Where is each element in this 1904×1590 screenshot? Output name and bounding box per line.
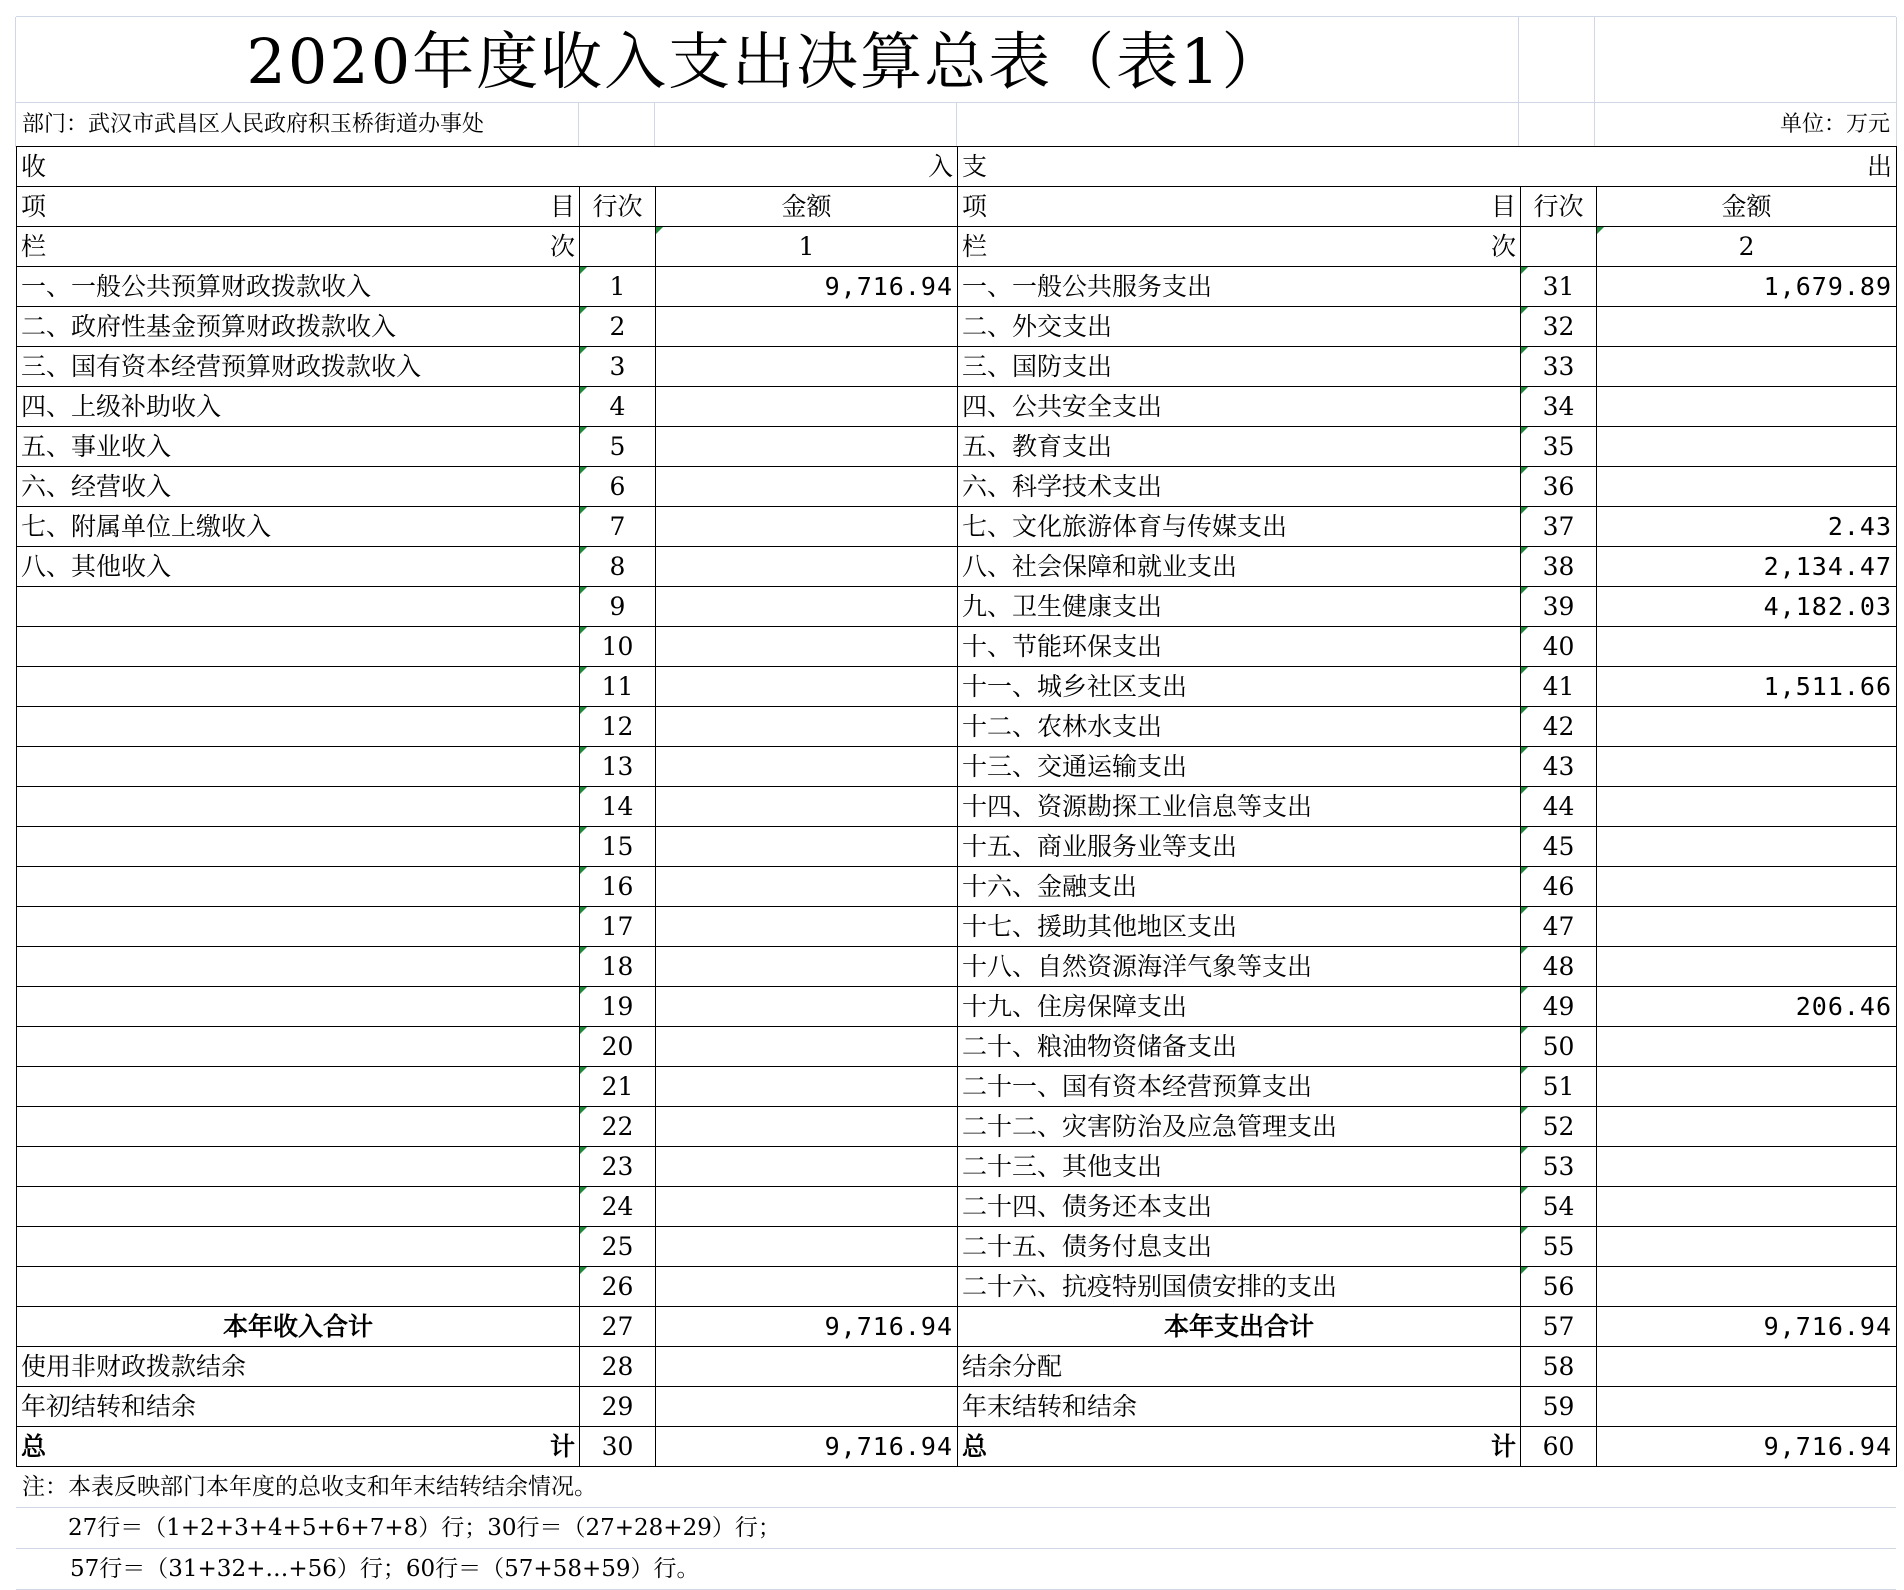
expense-item: 二十一、国有资本经营预算支出 (958, 1067, 1521, 1107)
expense-amount: 4,182.03 (1597, 587, 1897, 627)
income-item (17, 1147, 580, 1187)
income-row-number: 21 (580, 1067, 656, 1107)
table-row (17, 507, 1897, 547)
expense-row-number: 36 (1521, 467, 1597, 507)
expense-row-number: 31 (1521, 267, 1597, 307)
income-row-number: 13 (580, 747, 656, 787)
income-rowno-header: 行次 (580, 187, 656, 227)
expense-subtotal-label: 本年支出合计 (958, 1307, 1521, 1347)
balance-row (17, 1387, 1897, 1427)
income-row-number: 16 (580, 867, 656, 907)
expense-item-header (958, 187, 1521, 227)
expense-amount (1597, 707, 1897, 747)
income-item (17, 1107, 580, 1147)
table-row (17, 427, 1897, 467)
grand-total-row (17, 1427, 1897, 1467)
expense-amount (1597, 627, 1897, 667)
table-row (17, 347, 1897, 387)
col-left-char: 栏 (21, 232, 47, 261)
income-item (17, 587, 580, 627)
expense-item: 二、外交支出 (958, 307, 1521, 347)
expense-row-number: 32 (1521, 307, 1597, 347)
table-row (17, 667, 1897, 707)
expense-item: 二十三、其他支出 (958, 1147, 1521, 1187)
income-balance-amount (656, 1387, 958, 1427)
expense-item: 十一、城乡社区支出 (958, 667, 1521, 707)
expense-left-char: 支 (962, 152, 988, 181)
expense-row-number: 43 (1521, 747, 1597, 787)
table-row (17, 787, 1897, 827)
expense-right-char: 出 (1867, 152, 1893, 181)
income-left-char: 收 (21, 152, 47, 181)
expense-item: 五、教育支出 (958, 427, 1521, 467)
income-amount (656, 1067, 958, 1107)
expense-item: 十七、援助其他地区支出 (958, 907, 1521, 947)
income-item (17, 1027, 580, 1067)
expense-item: 二十五、债务付息支出 (958, 1227, 1521, 1267)
income-item (17, 667, 580, 707)
income-amount (656, 1147, 958, 1187)
income-item: 六、经营收入 (17, 467, 580, 507)
expense-rowno-header: 行次 (1521, 187, 1597, 227)
expense-row-number: 33 (1521, 347, 1597, 387)
income-amount (656, 1227, 958, 1267)
income-item: 一、一般公共预算财政拨款收入 (17, 267, 580, 307)
table-row (17, 947, 1897, 987)
expense-item: 七、文化旅游体育与传媒支出 (958, 507, 1521, 547)
expense-item: 二十六、抗疫特别国债安排的支出 (958, 1267, 1521, 1307)
income-amount (656, 1187, 958, 1227)
expense-amount-header: 金额 (1597, 187, 1897, 227)
income-amount (656, 947, 958, 987)
expense-amount: 2,134.47 (1597, 547, 1897, 587)
income-amount (656, 347, 958, 387)
income-col-label (17, 227, 580, 267)
expense-row-number: 42 (1521, 707, 1597, 747)
grand-right-char: 计 (549, 1432, 575, 1461)
expense-amount (1597, 427, 1897, 467)
table-row (17, 1107, 1897, 1147)
income-amount (656, 547, 958, 587)
income-item (17, 627, 580, 667)
unit-label: 单位：万元 (1779, 112, 1890, 137)
expense-row-number: 38 (1521, 547, 1597, 587)
expense-amount: 2.43 (1597, 507, 1897, 547)
income-amount (656, 747, 958, 787)
expense-row-number: 53 (1521, 1147, 1597, 1187)
income-row-number: 7 (580, 507, 656, 547)
income-amount (656, 387, 958, 427)
column-header-row (17, 187, 1897, 227)
income-row-number: 4 (580, 387, 656, 427)
col-right-char: 次 (549, 232, 575, 261)
expense-item: 三、国防支出 (958, 347, 1521, 387)
expense-item: 九、卫生健康支出 (958, 587, 1521, 627)
table-row (17, 267, 1897, 307)
expense-grand-row-number: 60 (1521, 1427, 1597, 1467)
expense-amount (1597, 787, 1897, 827)
income-item: 八、其他收入 (17, 547, 580, 587)
income-grand-row-number: 30 (580, 1427, 656, 1467)
income-item (17, 707, 580, 747)
income-item: 七、附属单位上缴收入 (17, 507, 580, 547)
table-row (17, 1267, 1897, 1307)
expense-amount (1597, 1067, 1897, 1107)
expense-item: 十、节能环保支出 (958, 627, 1521, 667)
expense-section-header (958, 147, 1897, 187)
note-line: 注：本表反映部门本年度的总收支和年末结转结余情况。 (16, 1467, 1896, 1508)
table-row (17, 987, 1897, 1027)
income-item-header (17, 187, 580, 227)
expense-row-number: 56 (1521, 1267, 1597, 1307)
expense-row-number: 46 (1521, 867, 1597, 907)
expense-item: 八、社会保障和就业支出 (958, 547, 1521, 587)
table-row (17, 627, 1897, 667)
income-subtotal-row-number: 27 (580, 1307, 656, 1347)
expense-row-number: 54 (1521, 1187, 1597, 1227)
table-row (17, 867, 1897, 907)
expense-balance-amount (1597, 1347, 1897, 1387)
balance-row (17, 1347, 1897, 1387)
income-amount: 9,716.94 (656, 267, 958, 307)
income-amount (656, 307, 958, 347)
income-row-number: 17 (580, 907, 656, 947)
expense-amount (1597, 347, 1897, 387)
expense-amount (1597, 1227, 1897, 1267)
expense-col-number: 2 (1597, 227, 1897, 267)
expense-amount (1597, 307, 1897, 347)
income-section-header (17, 147, 958, 187)
income-amount (656, 987, 958, 1027)
income-subtotal-label: 本年收入合计 (17, 1307, 580, 1347)
expense-row-number: 52 (1521, 1107, 1597, 1147)
column-number-row (17, 227, 1897, 267)
income-grand-amount: 9,716.94 (656, 1427, 958, 1467)
income-item (17, 1067, 580, 1107)
income-row-number: 23 (580, 1147, 656, 1187)
income-balance-row-number: 28 (580, 1347, 656, 1387)
income-row-number: 1 (580, 267, 656, 307)
income-amount (656, 907, 958, 947)
income-col-number: 1 (656, 227, 958, 267)
income-row-number: 3 (580, 347, 656, 387)
income-amount-header: 金额 (656, 187, 958, 227)
income-amount (656, 627, 958, 667)
income-row-number: 8 (580, 547, 656, 587)
table-row (17, 907, 1897, 947)
expense-amount: 1,511.66 (1597, 667, 1897, 707)
expense-item: 十三、交通运输支出 (958, 747, 1521, 787)
expense-col-label (958, 227, 1521, 267)
income-row-number: 14 (580, 787, 656, 827)
income-amount (656, 427, 958, 467)
meta-row (16, 102, 1896, 147)
expense-subtotal-row-number: 57 (1521, 1307, 1597, 1347)
expense-item: 一、一般公共服务支出 (958, 267, 1521, 307)
income-balance-label: 使用非财政拨款结余 (17, 1347, 580, 1387)
table-row (17, 747, 1897, 787)
col-right-char: 次 (1491, 232, 1517, 261)
income-row-number: 11 (580, 667, 656, 707)
income-row-number: 24 (580, 1187, 656, 1227)
table-row (17, 587, 1897, 627)
expense-row-number: 55 (1521, 1227, 1597, 1267)
expense-item: 十五、商业服务业等支出 (958, 827, 1521, 867)
expense-amount (1597, 467, 1897, 507)
item-right-char: 目 (549, 192, 575, 221)
expense-row-number: 37 (1521, 507, 1597, 547)
expense-grand-total-label (958, 1427, 1521, 1467)
income-row-number: 26 (580, 1267, 656, 1307)
income-item: 四、上级补助收入 (17, 387, 580, 427)
income-item (17, 907, 580, 947)
item-left-char: 项 (21, 192, 47, 221)
income-amount (656, 507, 958, 547)
income-subtotal-amount: 9,716.94 (656, 1307, 958, 1347)
expense-amount (1597, 867, 1897, 907)
income-balance-label: 年初结转和结余 (17, 1387, 580, 1427)
income-row-number: 25 (580, 1227, 656, 1267)
expense-amount (1597, 1267, 1897, 1307)
expense-amount (1597, 907, 1897, 947)
income-row-number: 2 (580, 307, 656, 347)
expense-amount (1597, 827, 1897, 867)
expense-amount (1597, 1147, 1897, 1187)
income-amount (656, 1267, 958, 1307)
income-amount (656, 867, 958, 907)
expense-amount (1597, 947, 1897, 987)
expense-row-number: 44 (1521, 787, 1597, 827)
table-row (17, 827, 1897, 867)
income-row-number: 10 (580, 627, 656, 667)
income-item (17, 787, 580, 827)
expense-amount (1597, 1027, 1897, 1067)
table-row (17, 1067, 1897, 1107)
income-balance-row-number: 29 (580, 1387, 656, 1427)
expense-item: 二十四、债务还本支出 (958, 1187, 1521, 1227)
income-row-number: 20 (580, 1027, 656, 1067)
department-label: 部门：武汉市武昌区人民政府积玉桥街道办事处 (22, 112, 485, 137)
expense-item: 十二、农林水支出 (958, 707, 1521, 747)
note-line: 27行＝（1+2+3+4+5+6+7+8）行；30行＝（27+28+29）行； (16, 1508, 1896, 1549)
table-row (17, 467, 1897, 507)
income-row-number: 22 (580, 1107, 656, 1147)
income-item: 三、国有资本经营预算财政拨款收入 (17, 347, 580, 387)
expense-item: 十九、住房保障支出 (958, 987, 1521, 1027)
expense-item: 二十、粮油物资储备支出 (958, 1027, 1521, 1067)
income-item (17, 747, 580, 787)
grand-left-char: 总 (962, 1432, 988, 1461)
grand-left-char: 总 (21, 1432, 47, 1461)
table-row (17, 1147, 1897, 1187)
income-balance-amount (656, 1347, 958, 1387)
title-row (16, 16, 1896, 103)
table-row (17, 387, 1897, 427)
income-col-blank (580, 227, 656, 267)
expense-item: 四、公共安全支出 (958, 387, 1521, 427)
item-right-char: 目 (1491, 192, 1517, 221)
income-amount (656, 587, 958, 627)
expense-balance-row-number: 59 (1521, 1387, 1597, 1427)
expense-row-number: 47 (1521, 907, 1597, 947)
income-item (17, 1227, 580, 1267)
expense-balance-label: 结余分配 (958, 1347, 1521, 1387)
income-amount (656, 467, 958, 507)
expense-row-number: 40 (1521, 627, 1597, 667)
expense-item: 十六、金融支出 (958, 867, 1521, 907)
expense-row-number: 41 (1521, 667, 1597, 707)
income-grand-total-label (17, 1427, 580, 1467)
grand-right-char: 计 (1491, 1432, 1517, 1461)
expense-row-number: 35 (1521, 427, 1597, 467)
expense-amount (1597, 1107, 1897, 1147)
table-row (17, 707, 1897, 747)
income-row-number: 9 (580, 587, 656, 627)
expense-item: 十四、资源勘探工业信息等支出 (958, 787, 1521, 827)
page-title: 2020年度收入支出决算总表（表1） (246, 25, 1286, 98)
note-line: 57行＝（31+32+…+56）行；60行＝（57+58+59）行。 (16, 1549, 1896, 1590)
expense-amount: 1,679.89 (1597, 267, 1897, 307)
income-amount (656, 1027, 958, 1067)
spreadsheet (16, 16, 1896, 1581)
expense-amount: 206.46 (1597, 987, 1897, 1027)
income-item (17, 1267, 580, 1307)
income-row-number: 12 (580, 707, 656, 747)
income-amount (656, 1107, 958, 1147)
income-item: 五、事业收入 (17, 427, 580, 467)
expense-amount (1597, 1187, 1897, 1227)
income-amount (656, 827, 958, 867)
expense-row-number: 49 (1521, 987, 1597, 1027)
expense-row-number: 45 (1521, 827, 1597, 867)
expense-row-number: 51 (1521, 1067, 1597, 1107)
table-row (17, 1227, 1897, 1267)
section-header-row (17, 147, 1897, 187)
income-row-number: 19 (580, 987, 656, 1027)
expense-balance-row-number: 58 (1521, 1347, 1597, 1387)
income-amount (656, 787, 958, 827)
expense-col-blank (1521, 227, 1597, 267)
income-amount (656, 707, 958, 747)
expense-grand-amount: 9,716.94 (1597, 1427, 1897, 1467)
expense-subtotal-amount: 9,716.94 (1597, 1307, 1897, 1347)
income-item (17, 1187, 580, 1227)
item-left-char: 项 (962, 192, 988, 221)
expense-row-number: 34 (1521, 387, 1597, 427)
income-row-number: 15 (580, 827, 656, 867)
expense-balance-label: 年末结转和结余 (958, 1387, 1521, 1427)
income-right-char: 入 (928, 152, 954, 181)
notes (16, 1467, 1896, 1590)
expense-row-number: 48 (1521, 947, 1597, 987)
budget-table (16, 146, 1897, 1467)
expense-row-number: 50 (1521, 1027, 1597, 1067)
expense-item: 十八、自然资源海洋气象等支出 (958, 947, 1521, 987)
subtotal-row (17, 1307, 1897, 1347)
col-left-char: 栏 (962, 232, 988, 261)
expense-item: 二十二、灾害防治及应急管理支出 (958, 1107, 1521, 1147)
expense-item: 六、科学技术支出 (958, 467, 1521, 507)
income-item: 二、政府性基金预算财政拨款收入 (17, 307, 580, 347)
income-row-number: 6 (580, 467, 656, 507)
income-item (17, 867, 580, 907)
table-row (17, 307, 1897, 347)
expense-amount (1597, 387, 1897, 427)
income-item (17, 987, 580, 1027)
table-row (17, 547, 1897, 587)
expense-row-number: 39 (1521, 587, 1597, 627)
income-amount (656, 667, 958, 707)
income-row-number: 18 (580, 947, 656, 987)
income-item (17, 947, 580, 987)
expense-balance-amount (1597, 1387, 1897, 1427)
table-row (17, 1187, 1897, 1227)
expense-amount (1597, 747, 1897, 787)
income-row-number: 5 (580, 427, 656, 467)
table-row (17, 1027, 1897, 1067)
income-item (17, 827, 580, 867)
